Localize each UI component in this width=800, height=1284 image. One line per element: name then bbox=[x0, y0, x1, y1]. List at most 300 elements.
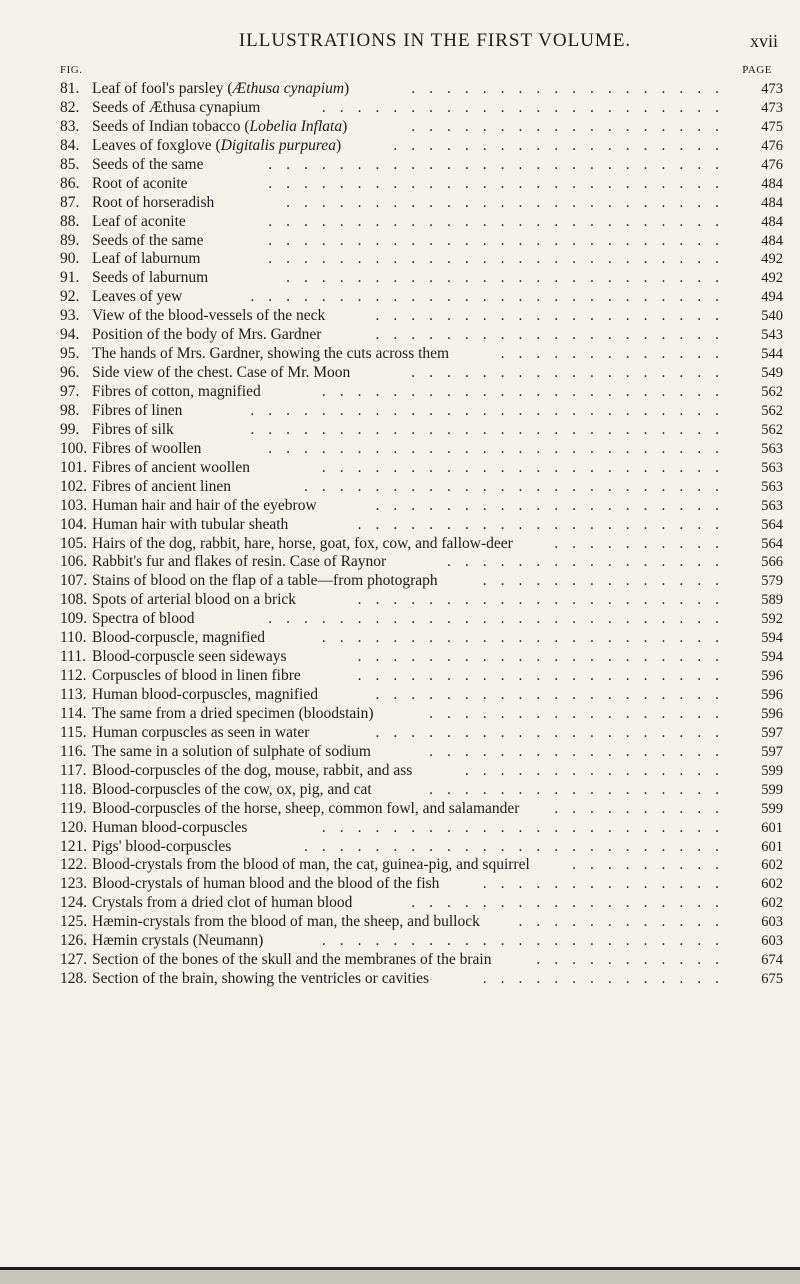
leader-dots: ........................... bbox=[250, 401, 733, 419]
figure-title bbox=[92, 383, 261, 402]
figure-title-text: Seeds of the same bbox=[92, 231, 204, 249]
page-number: 562 bbox=[761, 384, 783, 400]
list-item bbox=[60, 137, 795, 156]
list-item bbox=[60, 194, 795, 213]
figure-title bbox=[92, 175, 188, 194]
list-item bbox=[60, 307, 795, 326]
figure-title bbox=[92, 913, 480, 932]
list-item bbox=[60, 724, 795, 743]
leader-dots: .................... bbox=[375, 686, 733, 703]
leader-dots: .................. bbox=[411, 364, 733, 382]
list-item bbox=[60, 743, 795, 762]
leader-dots: .......................... bbox=[268, 155, 733, 173]
leader-dots: ....................... bbox=[321, 458, 733, 476]
page-number: 674 bbox=[761, 952, 783, 969]
figure-title-text: Fibres of ancient linen bbox=[92, 477, 232, 495]
page-number: 594 bbox=[761, 630, 783, 647]
list-item bbox=[60, 345, 795, 364]
leader-dots: ................. bbox=[429, 742, 733, 760]
figure-title-text: Human corpuscles as seen in water bbox=[92, 723, 310, 741]
page-number: 603 bbox=[761, 933, 783, 950]
figure-title bbox=[92, 894, 352, 913]
leader-dots: ....................... bbox=[321, 932, 733, 950]
list-item bbox=[60, 364, 795, 383]
page-number: 563 bbox=[761, 440, 783, 457]
list-item bbox=[60, 99, 795, 118]
figure-title bbox=[92, 838, 231, 857]
leader-dots: .......................... bbox=[268, 212, 733, 230]
figure-title-text: Fibres of woollen bbox=[92, 439, 202, 457]
list-item bbox=[60, 705, 795, 724]
figure-number: 126. bbox=[60, 932, 88, 950]
figure-title-text: Seeds of the same bbox=[92, 155, 204, 173]
figure-number: 115. bbox=[60, 723, 87, 741]
figure-title-text: Side view of the chest. Case of Mr. Moon bbox=[92, 364, 351, 382]
list-item bbox=[60, 819, 795, 838]
list-item bbox=[60, 648, 795, 667]
leader-dots: ........................... bbox=[250, 420, 733, 438]
figure-title bbox=[92, 288, 182, 307]
figure-title bbox=[92, 667, 301, 686]
leader-dots: ............ bbox=[518, 913, 733, 931]
list-item bbox=[60, 516, 795, 535]
list-item bbox=[60, 932, 795, 951]
figure-number: 123. bbox=[60, 875, 88, 893]
figure-title bbox=[92, 364, 350, 383]
figure-title-latin: Lobelia Inflata bbox=[249, 117, 343, 135]
leader-dots: .................... bbox=[375, 326, 733, 344]
figure-number: 87. bbox=[60, 193, 80, 211]
figure-title-text: Leaves of foxglove ( bbox=[92, 136, 221, 154]
list-item bbox=[60, 553, 795, 572]
figure-title bbox=[92, 781, 372, 800]
leader-dots: ....................... bbox=[321, 629, 733, 647]
figure-number: 122. bbox=[60, 856, 88, 874]
figure-number: 97. bbox=[60, 383, 80, 400]
figure-title-text: Human blood-corpuscles bbox=[92, 818, 248, 836]
leader-dots: .......................... bbox=[268, 610, 733, 628]
figure-title bbox=[92, 743, 371, 762]
list-item bbox=[60, 478, 795, 497]
figure-number: 84. bbox=[60, 136, 80, 154]
figure-title-text: Leaves of yew bbox=[92, 288, 183, 306]
figure-title bbox=[92, 156, 203, 175]
figure-title bbox=[92, 535, 513, 554]
leader-dots: .................. bbox=[411, 117, 733, 135]
list-item bbox=[60, 175, 795, 194]
figure-title bbox=[92, 932, 263, 951]
figure-title-text: Leaf of laburnum bbox=[92, 250, 201, 268]
figure-title-text: Seeds of Indian tobacco ( bbox=[92, 117, 250, 135]
page-number: 564 bbox=[761, 535, 783, 552]
figure-title-text: The same in a solution of sulphate of sodium bbox=[92, 742, 371, 760]
leader-dots: .............. bbox=[482, 572, 733, 590]
page-number: 675 bbox=[761, 971, 783, 988]
page-number: 599 bbox=[761, 762, 783, 779]
figure-title-text: View of the blood-vessels of the neck bbox=[92, 307, 326, 325]
leader-dots: ........... bbox=[536, 951, 733, 969]
figure-title bbox=[92, 99, 260, 118]
figure-title bbox=[92, 610, 194, 629]
figure-number: 124. bbox=[60, 894, 88, 912]
figure-title bbox=[92, 875, 439, 894]
figure-title-text: Spectra of blood bbox=[92, 610, 195, 628]
figure-title-text: Fibres of cotton, magnified bbox=[92, 383, 261, 400]
list-item bbox=[60, 250, 795, 269]
figure-number: 105. bbox=[60, 534, 88, 552]
leader-dots: .............. bbox=[482, 970, 733, 988]
page-number: 579 bbox=[761, 573, 783, 590]
figure-number: 125. bbox=[60, 913, 88, 931]
figure-title bbox=[92, 137, 341, 156]
figure-title bbox=[92, 250, 200, 269]
list-item bbox=[60, 156, 795, 175]
figure-number: 120. bbox=[60, 818, 88, 836]
list-item bbox=[60, 497, 795, 516]
figure-title-text: Blood-corpuscles of the horse, sheep, common fowl, and salamander bbox=[92, 799, 520, 817]
figure-title-text: Leaf of fool's parsley ( bbox=[92, 80, 233, 97]
figure-title bbox=[92, 459, 250, 478]
leader-dots: ..................... bbox=[357, 648, 733, 666]
page-number: 597 bbox=[761, 743, 783, 760]
figure-title-text: Section of the brain, showing the ventricles or cavities bbox=[92, 970, 430, 988]
figure-title-text: Root of aconite bbox=[92, 174, 188, 192]
figure-title-suffix: ) bbox=[342, 117, 348, 135]
figure-title-text: Blood-crystals of human blood and the blood of the fish bbox=[92, 875, 440, 893]
figure-title bbox=[92, 970, 429, 989]
page-number: 597 bbox=[761, 724, 783, 741]
figure-title-text: Root of horseradish bbox=[92, 193, 215, 211]
figure-title bbox=[92, 572, 438, 591]
figure-title-latin: Digitalis purpurea bbox=[220, 136, 336, 154]
page-number: 543 bbox=[761, 327, 783, 344]
figure-title bbox=[92, 440, 201, 459]
column-heading-page: PAGE bbox=[742, 64, 772, 76]
leader-dots: ......................... bbox=[286, 269, 733, 287]
leader-dots: .................... bbox=[375, 723, 733, 741]
figure-title bbox=[92, 118, 347, 137]
figure-title bbox=[92, 591, 296, 610]
figure-title bbox=[92, 269, 208, 288]
figure-title bbox=[92, 705, 374, 724]
leader-dots: .......................... bbox=[268, 174, 733, 192]
list-item bbox=[60, 838, 795, 857]
leader-dots: .......................... bbox=[268, 250, 733, 268]
page-number: 601 bbox=[761, 838, 783, 855]
figure-title-text: Rabbit's fur and flakes of resin. Case of Raynor bbox=[92, 553, 387, 571]
leader-dots: ........................ bbox=[304, 477, 733, 495]
figure-title-suffix: ) bbox=[344, 80, 350, 97]
list-item bbox=[60, 875, 795, 894]
list-item bbox=[60, 610, 795, 629]
figure-title bbox=[92, 648, 287, 667]
page-number: 549 bbox=[761, 365, 783, 382]
page-number: 599 bbox=[761, 781, 783, 798]
page-number: 492 bbox=[761, 270, 783, 287]
list-item bbox=[60, 970, 795, 989]
figure-title-text: Crystals from a dried clot of human blood bbox=[92, 894, 353, 912]
figure-title bbox=[92, 553, 386, 572]
page-number: 473 bbox=[761, 81, 783, 97]
figure-title-suffix: ) bbox=[335, 136, 342, 154]
page-number: 562 bbox=[761, 402, 783, 419]
figure-title bbox=[92, 516, 288, 535]
list-item bbox=[60, 326, 795, 345]
figure-title-text: Pigs' blood-corpuscles bbox=[92, 837, 232, 855]
figure-number: 82. bbox=[60, 98, 80, 116]
figure-title-text: Human hair and hair of the eyebrow bbox=[92, 496, 317, 514]
figure-number: 103. bbox=[60, 496, 88, 514]
figure-number: 102. bbox=[60, 477, 88, 495]
page-number: 596 bbox=[761, 705, 783, 722]
figure-title bbox=[92, 497, 317, 516]
figure-number: 127. bbox=[60, 951, 88, 969]
figure-number: 117. bbox=[60, 761, 87, 779]
leader-dots: .......... bbox=[554, 534, 733, 552]
leader-dots: .......... bbox=[554, 799, 733, 817]
figure-number: 100. bbox=[60, 439, 88, 457]
figure-number: 99. bbox=[60, 420, 80, 438]
leader-dots: .............. bbox=[482, 875, 733, 893]
figure-number: 112. bbox=[60, 667, 87, 685]
page-number: 484 bbox=[761, 213, 783, 230]
list-item bbox=[60, 913, 795, 932]
list-item bbox=[60, 440, 795, 459]
figure-number: 98. bbox=[60, 401, 80, 419]
page-number: 563 bbox=[761, 478, 783, 495]
page-number: 589 bbox=[761, 592, 783, 609]
figure-number: 90. bbox=[60, 250, 80, 268]
list-item bbox=[60, 213, 795, 232]
leader-dots: .................... bbox=[375, 496, 733, 514]
figure-title-latin: Æthusa cynapium bbox=[232, 80, 345, 97]
list-item bbox=[60, 572, 795, 591]
list-item bbox=[60, 629, 795, 648]
figure-title-text: Human blood-corpuscles, magnified bbox=[92, 686, 318, 703]
leader-dots: ............... bbox=[464, 761, 733, 779]
running-head: ILLUSTRATIONS IN THE FIRST VOLUME. bbox=[238, 30, 632, 51]
leader-dots: .................. bbox=[411, 894, 733, 912]
figure-number: 128. bbox=[60, 970, 88, 988]
illustration-list bbox=[60, 80, 795, 989]
leader-dots: .......................... bbox=[268, 231, 733, 249]
leader-dots: ....................... bbox=[321, 383, 733, 400]
page-number: 596 bbox=[761, 668, 783, 685]
figure-number: 86. bbox=[60, 174, 80, 192]
page-number: 602 bbox=[761, 895, 783, 912]
list-item bbox=[60, 894, 795, 913]
page-number: 473 bbox=[761, 99, 783, 116]
list-item bbox=[60, 856, 795, 875]
page-number: 494 bbox=[761, 289, 783, 306]
figure-title bbox=[92, 232, 203, 251]
figure-number: 83. bbox=[60, 117, 80, 135]
figure-title bbox=[92, 819, 247, 838]
page-number: 601 bbox=[761, 819, 783, 836]
figure-title-text: Human hair with tubular sheath bbox=[92, 515, 289, 533]
figure-number: 108. bbox=[60, 591, 88, 609]
figure-number: 81. bbox=[60, 80, 80, 97]
figure-title bbox=[92, 421, 174, 440]
list-item bbox=[60, 80, 795, 99]
figure-title bbox=[92, 402, 182, 421]
figure-title-text: Seeds of Æthusa cynapium bbox=[92, 98, 261, 116]
figure-number: 89. bbox=[60, 231, 80, 249]
figure-number: 101. bbox=[60, 458, 88, 476]
list-item bbox=[60, 686, 795, 705]
figure-title-text: Seeds of laburnum bbox=[92, 269, 209, 287]
list-item bbox=[60, 800, 795, 819]
leader-dots: ......... bbox=[572, 856, 733, 874]
page-number: 476 bbox=[761, 137, 783, 154]
figure-number: 107. bbox=[60, 572, 88, 590]
page-number: 602 bbox=[761, 876, 783, 893]
figure-number: 88. bbox=[60, 212, 80, 230]
leader-dots: ....................... bbox=[321, 818, 733, 836]
figure-title bbox=[92, 724, 309, 743]
figure-number: 109. bbox=[60, 610, 88, 628]
figure-title-text: Blood-corpuscle, magnified bbox=[92, 629, 266, 647]
figure-title bbox=[92, 856, 530, 875]
figure-number: 95. bbox=[60, 345, 80, 363]
list-item bbox=[60, 288, 795, 307]
figure-title-text: Fibres of silk bbox=[92, 420, 174, 438]
column-heading-fig: FIG. bbox=[60, 64, 83, 76]
figure-number: 85. bbox=[60, 155, 80, 173]
list-item bbox=[60, 591, 795, 610]
figure-number: 92. bbox=[60, 288, 80, 306]
page-number: 599 bbox=[761, 800, 783, 817]
leader-dots: ..................... bbox=[357, 591, 733, 609]
leader-dots: ........................... bbox=[250, 288, 733, 306]
leader-dots: ................. bbox=[429, 704, 733, 722]
figure-number: 119. bbox=[60, 799, 87, 817]
list-item bbox=[60, 232, 795, 251]
page-number: 484 bbox=[761, 194, 783, 211]
page-number: 540 bbox=[761, 308, 783, 325]
figure-title-text: Spots of arterial blood on a brick bbox=[92, 591, 297, 609]
figure-title-text: Stains of blood on the flap of a table—from photograph bbox=[92, 572, 438, 590]
figure-number: 114. bbox=[60, 704, 87, 722]
figure-number: 121. bbox=[60, 837, 88, 855]
page-number: 596 bbox=[761, 687, 783, 703]
page-number: 563 bbox=[761, 459, 783, 476]
figure-number: 94. bbox=[60, 326, 80, 344]
figure-title-text: The same from a dried specimen (bloodstain) bbox=[92, 704, 374, 722]
figure-number: 118. bbox=[60, 780, 87, 798]
figure-number: 96. bbox=[60, 364, 80, 382]
page-number: 475 bbox=[761, 118, 783, 135]
list-item bbox=[60, 459, 795, 478]
figure-title-text: Fibres of linen bbox=[92, 401, 183, 419]
figure-title bbox=[92, 478, 231, 497]
figure-title-text: Hairs of the dog, rabbit, hare, horse, goat, fox, cow, and fallow-deer bbox=[92, 534, 513, 552]
list-item bbox=[60, 402, 795, 421]
page-number: 594 bbox=[761, 649, 783, 666]
leader-dots: ................... bbox=[393, 136, 733, 154]
page-folio: xvii bbox=[749, 31, 778, 51]
leader-dots: ....................... bbox=[321, 98, 733, 116]
figure-number: 110. bbox=[60, 629, 87, 647]
leader-dots: ............. bbox=[500, 345, 733, 363]
figure-title bbox=[92, 762, 412, 781]
page-number: 492 bbox=[761, 251, 783, 268]
page-number: 566 bbox=[761, 554, 783, 571]
figure-title-text: Position of the body of Mrs. Gardner bbox=[92, 326, 322, 344]
page-number: 562 bbox=[761, 421, 783, 438]
figure-title bbox=[92, 213, 186, 232]
list-item bbox=[60, 383, 795, 402]
figure-number: 111. bbox=[60, 648, 86, 666]
figure-title bbox=[92, 194, 214, 213]
figure-title bbox=[92, 80, 349, 99]
page-edge bbox=[0, 1270, 800, 1284]
figure-title-text: Section of the bones of the skull and the membranes of the brain bbox=[92, 951, 492, 969]
page-number: 563 bbox=[761, 497, 783, 514]
figure-title bbox=[92, 800, 519, 819]
list-item bbox=[60, 781, 795, 800]
figure-number: 113. bbox=[60, 686, 87, 703]
leader-dots: .................... bbox=[375, 307, 733, 325]
leader-dots: ..................... bbox=[357, 515, 733, 533]
figure-title-text: Blood-crystals from the blood of man, the cat, guinea-pig, and squirrel bbox=[92, 856, 530, 874]
figure-title-text: Blood-corpuscles of the cow, ox, pig, and cat bbox=[92, 780, 372, 798]
leader-dots: ..................... bbox=[357, 667, 733, 685]
list-item bbox=[60, 951, 795, 970]
page-number: 484 bbox=[761, 232, 783, 249]
page-number: 476 bbox=[761, 156, 783, 173]
page-number: 603 bbox=[761, 914, 783, 931]
list-item bbox=[60, 118, 795, 137]
figure-title bbox=[92, 629, 265, 648]
leader-dots: .......................... bbox=[268, 439, 733, 457]
list-item bbox=[60, 535, 795, 554]
page-number: 484 bbox=[761, 175, 783, 192]
figure-title-text: Leaf of aconite bbox=[92, 212, 186, 230]
leader-dots: ........................ bbox=[304, 837, 733, 855]
figure-number: 91. bbox=[60, 269, 80, 287]
page-number: 564 bbox=[761, 516, 783, 533]
leader-dots: .................. bbox=[411, 80, 733, 97]
figure-title bbox=[92, 686, 318, 705]
page-number: 592 bbox=[761, 611, 783, 628]
page-number: 544 bbox=[761, 346, 783, 363]
figure-title-text: Blood-corpuscle seen sideways bbox=[92, 648, 287, 666]
leader-dots: ................. bbox=[429, 780, 733, 798]
list-item bbox=[60, 421, 795, 440]
leader-dots: ................ bbox=[447, 553, 733, 571]
figure-title bbox=[92, 345, 449, 364]
leader-dots: ......................... bbox=[286, 193, 733, 211]
figure-number: 106. bbox=[60, 553, 88, 571]
figure-number: 93. bbox=[60, 307, 80, 325]
figure-title-text: Fibres of ancient woollen bbox=[92, 458, 250, 476]
figure-title-text: Hæmin crystals (Neumann) bbox=[92, 932, 264, 950]
figure-number: 104. bbox=[60, 515, 88, 533]
figure-title bbox=[92, 951, 491, 970]
figure-title-text: Corpuscles of blood in linen fibre bbox=[92, 667, 301, 685]
list-item bbox=[60, 269, 795, 288]
figure-number: 116. bbox=[60, 742, 87, 760]
figure-title-text: Hæmin-crystals from the blood of man, the sheep, and bullock bbox=[92, 913, 480, 931]
figure-title-text: The hands of Mrs. Gardner, showing the cuts across them bbox=[92, 345, 450, 363]
figure-title-text: Blood-corpuscles of the dog, mouse, rabbit, and ass bbox=[92, 761, 413, 779]
figure-title bbox=[92, 307, 325, 326]
page-number: 602 bbox=[761, 857, 783, 874]
list-item bbox=[60, 667, 795, 686]
list-item bbox=[60, 762, 795, 781]
figure-title bbox=[92, 326, 321, 345]
